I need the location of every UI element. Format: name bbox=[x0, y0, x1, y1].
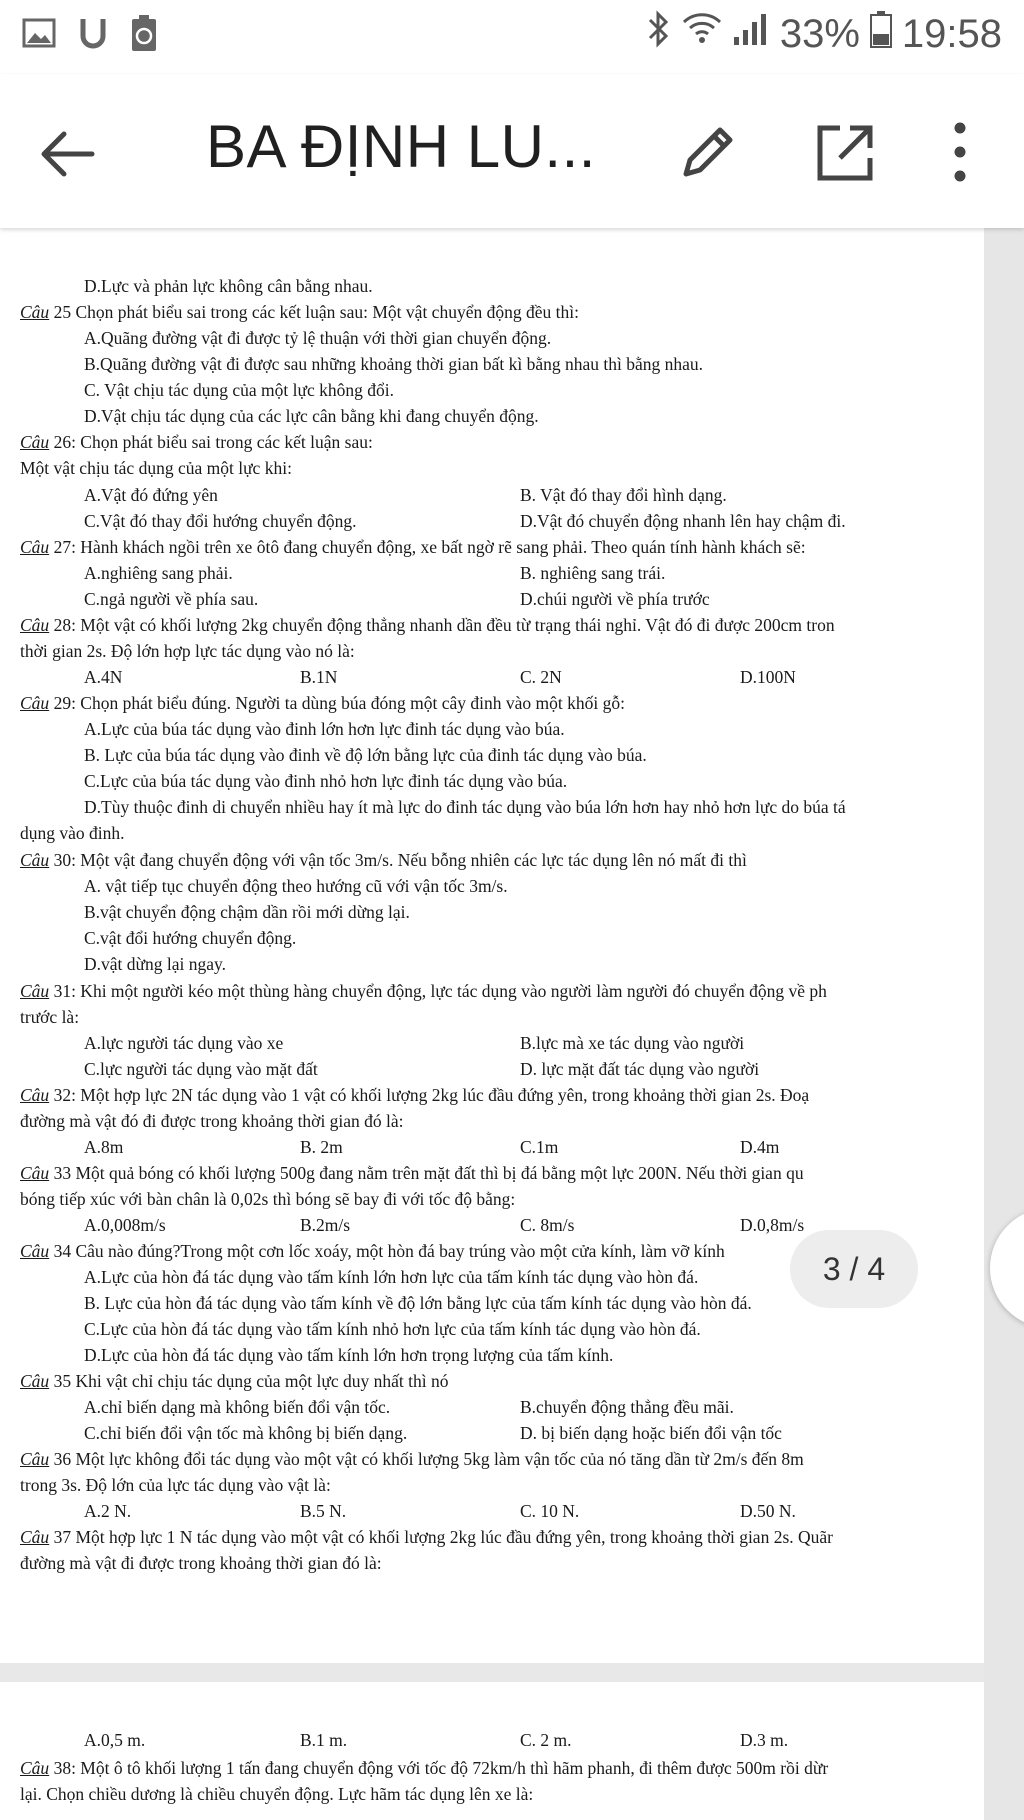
document-text-line bbox=[520, 666, 562, 688]
document-text-line bbox=[84, 484, 218, 506]
line-text: D. bị biến dạng hoặc biến đổi vận tốc bbox=[520, 1423, 782, 1443]
line-text: A.Lực của hòn đá tác dụng vào tấm kính lớn hơn lực của tấm kính tác dụng vào hòn đá. bbox=[84, 1267, 699, 1287]
document-text-line bbox=[520, 1500, 579, 1522]
line-text: D.3 m. bbox=[740, 1730, 789, 1750]
question-line bbox=[20, 849, 747, 871]
document-text-line bbox=[84, 953, 226, 975]
line-text: B. 2m bbox=[300, 1137, 343, 1157]
question-line bbox=[20, 1240, 725, 1262]
line-text: 34 Câu nào đúng?Trong một cơn lốc xoáy, một hòn đá bay trúng vào một cửa kính, làm vỡ kính bbox=[49, 1241, 725, 1261]
question-line bbox=[20, 692, 625, 714]
line-text: D.4m bbox=[740, 1137, 780, 1157]
line-text: D. lực mặt đất tác dụng vào người bbox=[520, 1059, 760, 1079]
document-text-line bbox=[84, 1032, 283, 1054]
battery-percent: 33% bbox=[779, 11, 860, 56]
line-text: C.Vật đó thay đổi hướng chuyển động. bbox=[84, 511, 357, 531]
line-text: C. 10 N. bbox=[520, 1501, 580, 1521]
open-external-icon bbox=[810, 118, 880, 188]
question-line bbox=[20, 614, 835, 636]
line-text: A.0,5 m. bbox=[84, 1730, 146, 1750]
line-text: D.0,8m/s bbox=[740, 1215, 805, 1235]
document-text-line bbox=[84, 1318, 701, 1340]
document-text-line bbox=[84, 1500, 131, 1522]
document-text-line bbox=[300, 1214, 350, 1236]
document-text-line bbox=[520, 1136, 558, 1158]
line-text: A. vật tiếp tục chuyển động theo hướng cũ với vận tốc 3m/s. bbox=[84, 876, 508, 896]
line-text: 29: Chọn phát biểu đúng. Người ta dùng búa đóng một cây đinh vào một khối gỗ: bbox=[49, 693, 625, 713]
back-arrow-icon bbox=[36, 122, 100, 186]
question-line bbox=[20, 1448, 804, 1470]
document-text-line bbox=[84, 718, 565, 740]
question-label: Câu bbox=[20, 1371, 50, 1391]
line-text: A.4N bbox=[84, 667, 123, 687]
line-text: D.Tùy thuộc đinh di chuyển nhiều hay ít mà lực do đinh tác dụng vào búa lớn hơn hay nhỏ hơn lực do búa tá bbox=[84, 797, 846, 817]
question-label: Câu bbox=[20, 537, 50, 557]
document-text-line bbox=[84, 1292, 752, 1314]
clock: 19:58 bbox=[901, 11, 1002, 56]
document-text-line bbox=[20, 1474, 331, 1496]
line-text: Một vật chịu tác dụng của một lực khi: bbox=[20, 458, 292, 478]
document-text-line bbox=[20, 1110, 404, 1132]
document-text-line bbox=[520, 484, 727, 506]
line-text: B.vật chuyển động chậm dần rồi mới dừng lại. bbox=[84, 902, 410, 922]
line-text: A.Vật đó đứng yên bbox=[84, 485, 218, 505]
question-line bbox=[20, 1757, 828, 1779]
line-text: B.1N bbox=[300, 667, 338, 687]
line-text: thời gian 2s. Độ lớn hợp lực tác dụng vào nó là: bbox=[20, 641, 355, 661]
line-text: 36 Một lực không đổi tác dụng vào một vật có khối lượng 5kg làm vận tốc của nó tăng dần từ 2m/s đến 8m bbox=[49, 1449, 804, 1469]
line-text: 37 Một hợp lực 1 N tác dụng vào một vật có khối lượng 2kg lúc đầu đứng yên, trong khoảng thời gian 2s. Quãr bbox=[49, 1527, 833, 1547]
document-text-line bbox=[84, 901, 410, 923]
line-text: B.2m/s bbox=[300, 1215, 351, 1235]
line-text: D.vật dừng lại ngay. bbox=[84, 954, 226, 974]
line-text: 31: Khi một người kéo một thùng hàng chuyển động, lực tác dụng vào người làm người đó chuyển động về ph bbox=[49, 981, 827, 1001]
question-label: Câu bbox=[20, 1449, 50, 1469]
document-text-line bbox=[84, 875, 508, 897]
line-text: A.nghiêng sang phải. bbox=[84, 563, 233, 583]
battery-icon bbox=[870, 10, 892, 58]
line-text: B.1 m. bbox=[300, 1730, 348, 1750]
line-text: D.Vật chịu tác dụng của các lực cân bằng khi đang chuyển động. bbox=[84, 406, 539, 426]
question-line bbox=[20, 301, 579, 323]
document-page bbox=[0, 228, 984, 1663]
document-text-line bbox=[20, 1188, 515, 1210]
u-icon bbox=[78, 16, 108, 55]
line-text: B. Lực của hòn đá tác dụng vào tấm kính về độ lớn bằng lực của tấm kính tác dụng vào hòn đá. bbox=[84, 1293, 752, 1313]
document-text-line bbox=[300, 666, 337, 688]
question-line bbox=[20, 1162, 804, 1184]
document-text-line bbox=[20, 640, 355, 662]
document-text-line bbox=[84, 1729, 145, 1751]
line-text: B.chuyển động thẳng đều mãi. bbox=[520, 1397, 734, 1417]
document-text-line bbox=[84, 1214, 166, 1236]
line-text: C.1m bbox=[520, 1137, 559, 1157]
line-text: C.vật đổi hướng chuyển động. bbox=[84, 928, 297, 948]
document-text-line bbox=[84, 770, 567, 792]
page-indicator: 3 / 4 bbox=[790, 1230, 918, 1308]
question-label: Câu bbox=[20, 1241, 50, 1261]
status-bar bbox=[0, 0, 1024, 74]
more-options-button[interactable] bbox=[940, 116, 980, 190]
more-vert-icon bbox=[940, 116, 980, 190]
document-text-line bbox=[84, 927, 296, 949]
line-text: A.2 N. bbox=[84, 1501, 132, 1521]
line-text: A.chỉ biến dạng mà không biến đổi vận tốc. bbox=[84, 1397, 391, 1417]
line-text: trong 3s. Độ lớn của lực tác dụng vào vật là: bbox=[20, 1475, 331, 1495]
scroll-track[interactable] bbox=[984, 228, 1024, 1820]
line-text: C.chỉ biến đổi vận tốc mà không bị biến dạng. bbox=[84, 1423, 408, 1443]
line-text: B. nghiêng sang trái. bbox=[520, 563, 666, 583]
line-text: 32: Một hợp lực 2N tác dụng vào 1 vật có khối lượng 2kg lúc đầu đứng yên, trong khoảng thời gian 2s. Đoạ bbox=[49, 1085, 810, 1105]
line-text: C.lực người tác dụng vào mặt đất bbox=[84, 1059, 318, 1079]
document-text-line bbox=[84, 588, 258, 610]
document-text-line bbox=[740, 1729, 788, 1751]
line-text: 30: Một vật đang chuyển động với vận tốc 3m/s. Nếu bỗng nhiên các lực tác dụng lên nó mất đi thì bbox=[49, 850, 747, 870]
document-text-line bbox=[84, 1422, 407, 1444]
question-line bbox=[20, 1526, 833, 1548]
document-text-line bbox=[300, 1136, 343, 1158]
question-label: Câu bbox=[20, 1085, 50, 1105]
document-title: BA ĐỊNH LU... bbox=[206, 113, 596, 180]
document-text-line bbox=[300, 1729, 347, 1751]
document-text-line bbox=[84, 1344, 613, 1366]
question-label: Câu bbox=[20, 693, 50, 713]
document-text-line bbox=[84, 275, 373, 297]
line-text: C.Lực của hòn đá tác dụng vào tấm kính nhỏ hơn lực của tấm kính tác dụng vào hòn đá. bbox=[84, 1319, 701, 1339]
question-label: Câu bbox=[20, 850, 50, 870]
document-text-line bbox=[20, 822, 125, 844]
document-text-line bbox=[740, 1214, 804, 1236]
question-label: Câu bbox=[20, 1527, 50, 1547]
question-line bbox=[20, 980, 827, 1002]
line-text: 35 Khi vật chỉ chịu tác dụng của một lực duy nhất thì nó bbox=[49, 1371, 449, 1391]
document-text-line bbox=[20, 457, 292, 479]
document-text-line bbox=[520, 1729, 572, 1751]
line-text: B.Quãng đường vật đi được sau những khoảng thời gian bất kì bằng nhau thì bằng nhau. bbox=[84, 354, 704, 374]
line-text: B.5 N. bbox=[300, 1501, 347, 1521]
line-text: bóng tiếp xúc với bàn chân là 0,02s thì bóng sẽ bay đi với tốc độ bằng: bbox=[20, 1189, 516, 1209]
document-text-line bbox=[20, 1783, 533, 1805]
document-text-line bbox=[520, 562, 665, 584]
question-label: Câu bbox=[20, 981, 50, 1001]
line-text: D.chúi người về phía trước bbox=[520, 589, 710, 609]
question-line bbox=[20, 1370, 448, 1392]
line-text: C. 2 m. bbox=[520, 1730, 572, 1750]
gallery-icon bbox=[22, 17, 56, 54]
document-text-line bbox=[84, 405, 539, 427]
line-text: A.lực người tác dụng vào xe bbox=[84, 1033, 284, 1053]
line-text: A.8m bbox=[84, 1137, 124, 1157]
line-text: A.Quãng đường vật đi được tỷ lệ thuận với thời gian chuyển động. bbox=[84, 328, 552, 348]
document-text-line bbox=[84, 744, 647, 766]
line-text: D.Lực và phản lực không cân bằng nhau. bbox=[84, 276, 373, 296]
document-text-line bbox=[520, 510, 846, 532]
wifi-icon bbox=[682, 10, 722, 58]
document-text-line bbox=[84, 666, 122, 688]
question-label: Câu bbox=[20, 302, 50, 322]
document-text-line bbox=[520, 1422, 782, 1444]
line-text: C.Lực của búa tác dụng vào đinh nhỏ hơn lực đinh tác dụng vào búa. bbox=[84, 771, 568, 791]
question-label: Câu bbox=[20, 1163, 50, 1183]
line-text: C.ngả người về phía sau. bbox=[84, 589, 259, 609]
document-text-line bbox=[84, 1266, 698, 1288]
edit-button[interactable] bbox=[674, 120, 740, 186]
line-text: D.Vật đó chuyển động nhanh lên hay chậm đi. bbox=[520, 511, 846, 531]
line-text: D.100N bbox=[740, 667, 796, 687]
question-line bbox=[20, 431, 373, 453]
line-text: D.50 N. bbox=[740, 1501, 796, 1521]
document-page bbox=[0, 1682, 984, 1820]
document-text-line bbox=[84, 379, 394, 401]
line-text: trước là: bbox=[20, 1007, 80, 1027]
document-text-line bbox=[84, 796, 846, 818]
document-text-line bbox=[84, 1396, 390, 1418]
line-text: đường mà vật đi được trong khoảng thời gian đó là: bbox=[20, 1553, 382, 1573]
document-text-line bbox=[520, 1396, 734, 1418]
line-text: C. 2N bbox=[520, 667, 562, 687]
line-text: C. Vật chịu tác dụng của một lực không đổi. bbox=[84, 380, 395, 400]
document-text-line bbox=[740, 1136, 779, 1158]
document-text-line bbox=[20, 1552, 382, 1574]
line-text: 33 Một quả bóng có khối lượng 500g đang nằm trên mặt đất thì bị đá bằng một lực 200N. Nếu thời gian qu bbox=[49, 1163, 804, 1183]
line-text: C. 8m/s bbox=[520, 1215, 575, 1235]
line-text: 26: Chọn phát biểu sai trong các kết luận sau: bbox=[49, 432, 373, 452]
recycle-battery-icon bbox=[130, 14, 158, 57]
line-text: lại. Chọn chiều dương là chiều chuyển động. Lực hãm tác dụng lên xe là: bbox=[20, 1784, 534, 1804]
signal-icon bbox=[732, 11, 770, 57]
line-text: 25 Chọn phát biểu sai trong các kết luận sau: Một vật chuyển động đều thì: bbox=[49, 302, 579, 322]
question-label: Câu bbox=[20, 1758, 50, 1778]
document-text-line bbox=[520, 1214, 574, 1236]
line-text: 28: Một vật có khối lượng 2kg chuyển động thẳng nhanh dần đều từ trạng thái nghỉ. Vật đó đi được 200cm tron bbox=[49, 615, 835, 635]
document-text-line bbox=[300, 1500, 346, 1522]
line-text: A.0,008m/s bbox=[84, 1215, 166, 1235]
document-text-line bbox=[84, 353, 703, 375]
document-text-line bbox=[520, 588, 710, 610]
open-external-button[interactable] bbox=[810, 118, 880, 188]
line-text: A.Lực của búa tác dụng vào đinh lớn hơn lực đinh tác dụng vào búa. bbox=[84, 719, 565, 739]
document-text-line bbox=[20, 1006, 79, 1028]
line-text: dụng vào đinh. bbox=[20, 823, 125, 843]
document-text-line bbox=[84, 562, 233, 584]
question-label: Câu bbox=[20, 432, 50, 452]
line-text: 27: Hành khách ngồi trên xe ôtô đang chuyển động, xe bất ngờ rẽ sang phải. Theo quán tính hành khách sẽ: bbox=[49, 537, 806, 557]
document-text-line bbox=[84, 1136, 123, 1158]
pencil-icon bbox=[674, 120, 740, 186]
question-line bbox=[20, 1084, 809, 1106]
line-text: D.Lực của hòn đá tác dụng vào tấm kính lớn hơn trọng lượng của tấm kính. bbox=[84, 1345, 614, 1365]
line-text: B. Vật đó thay đổi hình dạng. bbox=[520, 485, 727, 505]
pdf-viewer[interactable] bbox=[0, 228, 1024, 1820]
document-text-line bbox=[84, 1058, 318, 1080]
document-text-line bbox=[84, 327, 551, 349]
line-text: đường mà vật đó đi được trong khoảng thời gian đó là: bbox=[20, 1111, 404, 1131]
document-text-line bbox=[520, 1058, 759, 1080]
bluetooth-icon bbox=[646, 10, 672, 58]
back-button[interactable] bbox=[36, 122, 100, 186]
document-text-line bbox=[740, 666, 796, 688]
document-text-line bbox=[740, 1500, 796, 1522]
line-text: B. Lực của búa tác dụng vào đinh về độ lớn bằng lực của đinh tác dụng vào búa. bbox=[84, 745, 647, 765]
app-bar bbox=[0, 74, 1024, 228]
line-text: 38: Một ô tô khối lượng 1 tấn đang chuyển động với tốc độ 72km/h thì hãm phanh, đi thêm được 500m rồi dừr bbox=[49, 1758, 829, 1778]
question-label: Câu bbox=[20, 615, 50, 635]
question-line bbox=[20, 536, 806, 558]
document-text-line bbox=[520, 1032, 744, 1054]
line-text: B.lực mà xe tác dụng vào người bbox=[520, 1033, 745, 1053]
document-text-line bbox=[84, 510, 356, 532]
